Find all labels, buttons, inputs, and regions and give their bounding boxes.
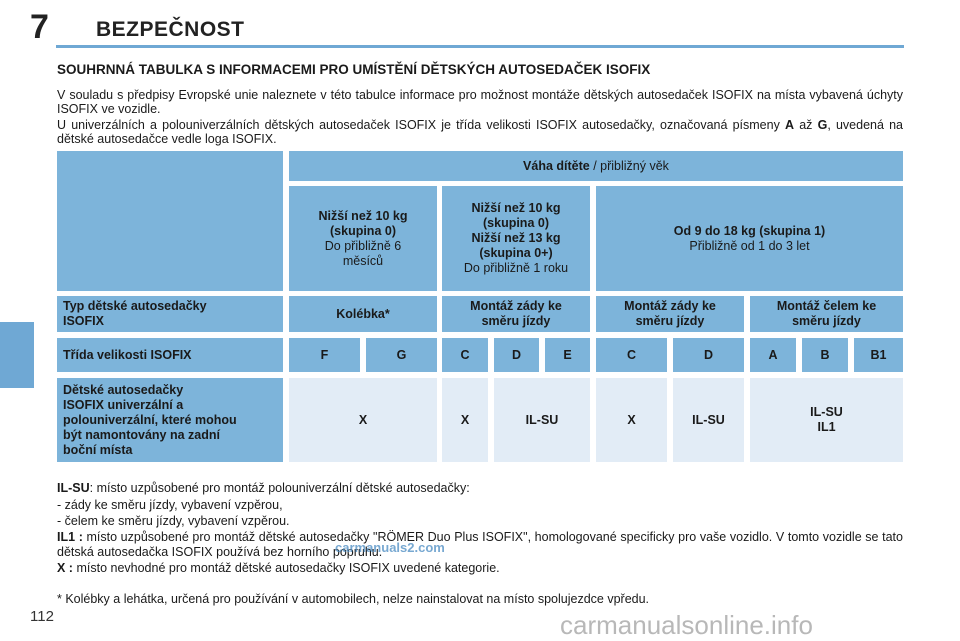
intro-letter-a: A xyxy=(785,118,795,132)
row-label-line: polouniverzální, které mohou xyxy=(63,412,237,427)
type-line: směru jízdy xyxy=(792,314,861,328)
intro-text: až xyxy=(794,118,818,132)
row-label-line: být namontovány na zadní xyxy=(63,427,220,442)
note-x xyxy=(57,561,903,576)
weight-header xyxy=(289,151,903,181)
class-cell: B xyxy=(802,338,848,372)
note-ilsu-item-2: - čelem ke směru jízdy, vybavení vzpěrou. xyxy=(57,514,290,528)
group-1-header xyxy=(596,186,903,291)
type-forward-facing xyxy=(750,296,903,332)
class-cell: B1 xyxy=(854,338,903,372)
group-0plus-header xyxy=(442,186,590,291)
row-label-type xyxy=(57,296,283,332)
type-cradle-text: Kolébka* xyxy=(336,306,390,321)
note-text: : místo uzpůsobené pro montáž polouniverzální dětské autosedačky: xyxy=(89,481,470,495)
row-label-line: ISOFIX xyxy=(63,314,104,328)
type-rear-facing-1 xyxy=(442,296,590,332)
weight-header-bold: Váha dítěte xyxy=(523,158,590,173)
intro-text: , uvedená na dětské autosedačce vedle loga ISOFIX. xyxy=(57,118,903,146)
group-0plus-line: (skupina 0) xyxy=(483,216,549,230)
type-line: Montáž zády ke xyxy=(624,299,716,313)
group-0plus-line: (skupina 0+) xyxy=(479,246,553,260)
intro-letter-g: G xyxy=(817,118,828,132)
group-0-line: Nižší než 10 kg xyxy=(318,208,408,223)
group-0-header xyxy=(289,186,437,291)
intro-text: U univerzálních a polouniverzálních dětských autosedaček ISOFIX je třída velikosti ISOFIX autosedačky, označovaná písmeny xyxy=(57,118,786,132)
row-label-line: Třída velikosti ISOFIX xyxy=(63,347,192,362)
type-rear-facing-2 xyxy=(596,296,744,332)
value-cell: IL-SU xyxy=(673,378,744,462)
class-cell: G xyxy=(366,338,437,372)
row-label-seat-suitability xyxy=(57,378,283,462)
value-cell: X xyxy=(596,378,667,462)
group-1-line: Od 9 do 18 kg (skupina 1) xyxy=(673,223,826,238)
note-il1 xyxy=(57,530,903,560)
class-cell: D xyxy=(494,338,539,372)
value-line: IL-SU xyxy=(810,405,843,419)
chapter-side-tab xyxy=(0,322,34,388)
row-label-line: boční místa xyxy=(63,442,133,457)
value-line: IL1 xyxy=(817,420,836,434)
group-0plus-line: Nižší než 10 kg xyxy=(471,201,561,215)
type-line: směru jízdy xyxy=(635,314,705,328)
page-number: 112 xyxy=(30,608,54,625)
class-cell: D xyxy=(673,338,744,372)
note-term: X : xyxy=(57,561,73,575)
row-label-line: Typ dětské autosedačky xyxy=(63,299,207,313)
row-label-line: Dětské autosedačky xyxy=(63,382,184,397)
class-cell: C xyxy=(596,338,667,372)
note-ilsu xyxy=(57,481,903,496)
note-text: místo nevhodné pro montáž dětské autosedačky ISOFIX uvedené kategorie. xyxy=(72,561,500,575)
note-text: místo uzpůsobené pro montáž dětské autosedačky "RÖMER Duo Plus ISOFIX", homologované specificky pro vaše vozidlo. V tomto vozidle se tato dětská autosedačka ISOFIX používá bez horního popruhu. xyxy=(57,530,903,559)
row-label-line: ISOFIX univerzální a xyxy=(63,397,184,412)
value-cell: IL-SU xyxy=(494,378,590,462)
class-cell: A xyxy=(750,338,796,372)
row-label-size-class xyxy=(57,338,283,372)
group-0-line: měsíců xyxy=(342,253,384,268)
footnote: * Kolébky a lehátka, určená pro používání v automobilech, nelze nainstalovat na místo spolujezdce vpředu. xyxy=(57,592,650,606)
note-ilsu-item-1: - zády ke směru jízdy, vybavení vzpěrou, xyxy=(57,498,283,512)
intro-paragraph-1: V souladu s předpisy Evropské unie naleznete v této tabulce informace pro možnost montáže dětských autosedaček ISOFIX na místa vybavená úchyty ISOFIX ve vozidle. xyxy=(57,88,903,116)
class-cell: E xyxy=(545,338,590,372)
value-cell: X xyxy=(289,378,437,462)
type-cradle xyxy=(289,296,437,332)
value-cell-last xyxy=(750,378,903,462)
class-cell: C xyxy=(442,338,488,372)
header-rule xyxy=(56,45,904,48)
group-0plus-line: Do přibližně 1 roku xyxy=(463,261,569,275)
class-cell: F xyxy=(289,338,360,372)
group-1-line: Přibližně od 1 do 3 let xyxy=(689,238,810,253)
chapter-title: BEZPEČNOST xyxy=(96,18,245,41)
chapter-number: 7 xyxy=(30,8,49,46)
type-line: Montáž čelem ke xyxy=(776,299,877,313)
intro-paragraph-2 xyxy=(57,119,903,146)
type-line: Montáž zády ke xyxy=(470,299,562,313)
type-line: směru jízdy xyxy=(481,314,551,328)
group-0-line: (skupina 0) xyxy=(330,223,396,238)
group-0-line: Do přibližně 6 xyxy=(324,238,402,253)
group-0plus-line: Nižší než 13 kg xyxy=(471,231,561,245)
note-term: IL-SU xyxy=(57,481,90,495)
weight-header-text xyxy=(523,159,669,174)
section-heading: SOUHRNNÁ TABULKA S INFORMACEMI PRO UMÍSTĚNÍ DĚTSKÝCH AUTOSEDAČEK ISOFIX xyxy=(57,62,651,77)
value-cell: X xyxy=(442,378,488,462)
note-term: IL1 : xyxy=(57,530,83,544)
watermark-footer: carmanualsonline.info xyxy=(560,610,813,640)
watermark-overlay: carmanuals2.com xyxy=(335,540,445,555)
table-corner-cell xyxy=(57,151,283,291)
weight-header-rest: / přibližný věk xyxy=(589,158,669,173)
